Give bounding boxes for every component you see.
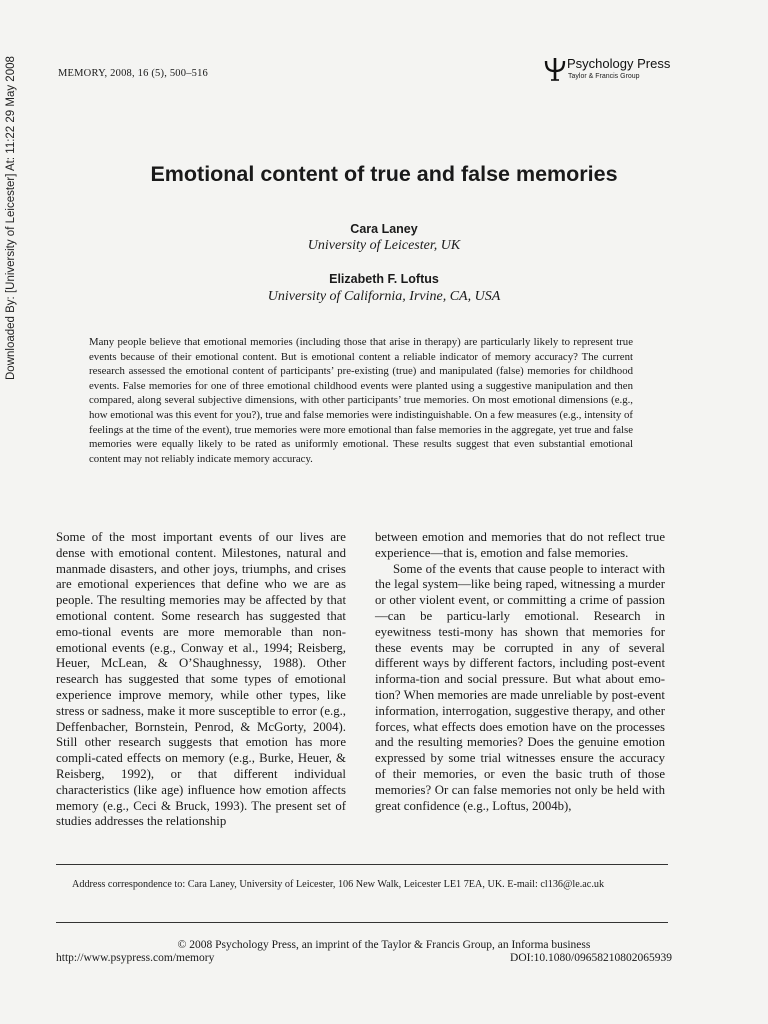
author-affiliation-1: University of Leicester, UK: [307, 238, 461, 253]
abstract: Many people believe that emotional memories (including those that arise in therapy) are particularly likely to represent true events because of their emotional content. But is emotional content a reliable indicator of memory accuracy? The current research assessed the emotional content of participants’ pre-existing (true) and manipulated (false) memories for childhood events. False memories for one of three emotional childhood events were planted using a suggestive manipulation and then compared, along several subjective dimensions, with other participants’ true memories. On most emotional dimensions (e.g., how emotional was this event for you?), true and false memories were indistinguishable. On a few measures (e.g., intensity of feelings at the time of the event), true memories were more emotional than false memories in the aggregate, yet true and false memories were equally likely to be rated as uniformly emotional. These results suggest that even substantial emotional content may not reliably indicate memory accuracy.: [89, 336, 633, 465]
doi: DOI:10.1080/09658210802065939: [510, 952, 672, 964]
correspondence-footnote: Address correspondence to: Cara Laney, University of Leicester, 106 New Walk, Leicester LE1 7EA, UK. E-mail: cl136@le.ac.uk: [72, 879, 605, 890]
download-stamp: Downloaded By: [University of Leicester] At: 11:22 29 May 2008: [5, 56, 17, 380]
publisher-name: Psychology Press: [567, 56, 671, 71]
author-affiliation-2: University of California, Irvine, CA, USA: [267, 289, 501, 304]
body-paragraph: Some of the most important events of our lives are dense with emotional content. Milestones, natural and manmade disasters, and other joys, triumphs, and crises are emotional experiences that define who we are as people. The resulting memories may be affected by that emotional content. Some research has suggested that emo-tional events are more memorable than non-emotional events (e.g., Conway et al., 1994; Reisberg, Heuer, McLean, & O’Shaughnessy, 1988). Other research has suggested that some types of emotional experience improve memory, while other types, like stress or sadness, make it more susceptible to error (e.g., Deffenbacher, Bornstein, Penrod, & McGorty, 2004). Still other research suggests that emotion has more compli-cated effects on memory (e.g., Burke, Heuer, & Reisberg, 1992), or that different individual characteristics (like age) influence how emotion affects memory (e.g., Ceci & Bruck, 1993). The present set of studies addresses the relationship: [56, 530, 346, 829]
body-column-right: [375, 530, 665, 814]
article-title: Emotional content of true and false memories: [150, 162, 618, 186]
psi-icon: [542, 56, 568, 82]
author-name-1: Cara Laney: [350, 222, 418, 236]
publisher-group: Taylor & Francis Group: [568, 73, 640, 80]
footer-divider: [56, 922, 668, 923]
author-name-2: Elizabeth F. Loftus: [329, 272, 439, 286]
journal-reference: MEMORY, 2008, 16 (5), 500–516: [58, 68, 208, 79]
body-paragraph: Some of the events that cause people to interact with the legal system—like being raped, witnessing a murder or other violent event, or committing a crime of passion—can be particu-larly emotional. Research in eyewitness testi-mony has shown that memories for these events may be corrupted in any of several different ways by different factors, including post-event informa-tion and social pressure. But what about emo-tion? When memories are made unreliable by post-event information, interrogation, suggestive therapy, and other forces, what effects does emotion have on the processes and the resulting memories? Does the genuine emotion expressed by some trial witnesses ensure the accuracy of their memories, or even the basic truth of those memories? Or can false memories not only be held with great confidence (e.g., Loftus, 2004b),: [375, 561, 665, 813]
body-paragraph: between emotion and memories that do not reflect true experience—that is, emotion and false memories.: [375, 530, 665, 560]
body-column-left: [56, 530, 346, 830]
copyright-notice: © 2008 Psychology Press, an imprint of the Taylor & Francis Group, an Informa business: [177, 939, 591, 951]
footnote-divider: [56, 864, 668, 865]
publisher-logo: [542, 54, 672, 90]
journal-website: http://www.psypress.com/memory: [56, 952, 215, 964]
